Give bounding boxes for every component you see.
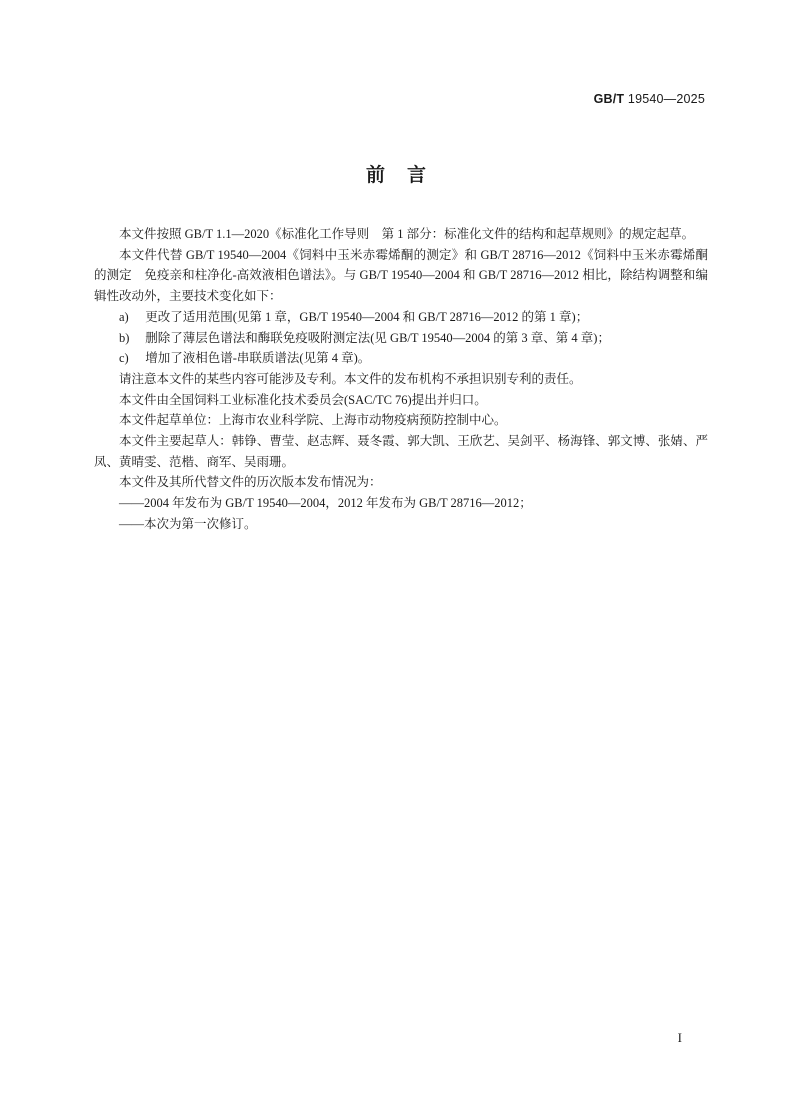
list-item-text: 更改了适用范围(见第 1 章，GB/T 19540—2004 和 GB/T 28716—2012 的第 1 章)； xyxy=(145,309,589,324)
list-marker: b) xyxy=(119,330,130,345)
page-title: 前言 xyxy=(365,164,448,186)
history-line: ——2004 年发布为 GB/T 19540—2004，2012 年发布为 GB/T 28716—2012； xyxy=(119,496,532,511)
history-line: ——本次为第一次修订。 xyxy=(119,516,257,531)
page-number: I xyxy=(677,1030,682,1045)
foreword-body xyxy=(94,224,708,535)
list-item-change-b xyxy=(94,328,708,349)
list-marker: a) xyxy=(119,309,129,324)
paragraph-replacement: 本文件代替 GB/T 19540—2004《饲料中玉米赤霉烯酮的测定》和 GB/T 28716—2012《饲料中玉米赤霉烯酮的测定 免疫亲和柱净化-高效液相色谱法》。与 GB/T 19540—2004 和 GB/T 28716—2012 相比，除结构调整和编辑性改动外，主要技术变化如下： xyxy=(94,247,708,304)
paragraph-history-intro: 本文件及其所代替文件的历次版本发布情况为： xyxy=(119,475,382,490)
paragraph-drafters: 本文件主要起草人：韩铮、曹莹、赵志辉、聂冬霞、郭大凯、王欣艺、吴剑平、杨海锋、郭文博、张婧、严凤、黄晴雯、范楷、商军、吴雨珊。 xyxy=(94,434,708,469)
paragraph-patent-notice: 请注意本文件的某些内容可能涉及专利。本文件的发布机构不承担识别专利的责任。 xyxy=(119,371,582,386)
list-item-change-a xyxy=(94,307,708,328)
list-item-text: 增加了液相色谱-串联质谱法(见第 4 章)。 xyxy=(145,351,371,366)
standard-prefix: GB/T xyxy=(593,92,625,106)
list-marker: c) xyxy=(119,351,129,366)
standard-number xyxy=(594,92,705,106)
paragraph-drafting-units: 本文件起草单位：上海市农业科学院、上海市动物疫病预防控制中心。 xyxy=(119,413,507,428)
list-item-change-c xyxy=(94,348,708,369)
paragraph-proposer: 本文件由全国饲料工业标准化技术委员会(SAC/TC 76)提出并归口。 xyxy=(119,392,487,407)
standard-code: 19540—2025 xyxy=(627,92,705,106)
paragraph-drafting-rules: 本文件按照 GB/T 1.1—2020《标准化工作导则 第 1 部分：标准化文件的结构和起草规则》的规定起草。 xyxy=(119,227,695,241)
list-item-text: 删除了薄层色谱法和酶联免疫吸附测定法(见 GB/T 19540—2004 的第 3 章、第 4 章)； xyxy=(145,330,610,345)
